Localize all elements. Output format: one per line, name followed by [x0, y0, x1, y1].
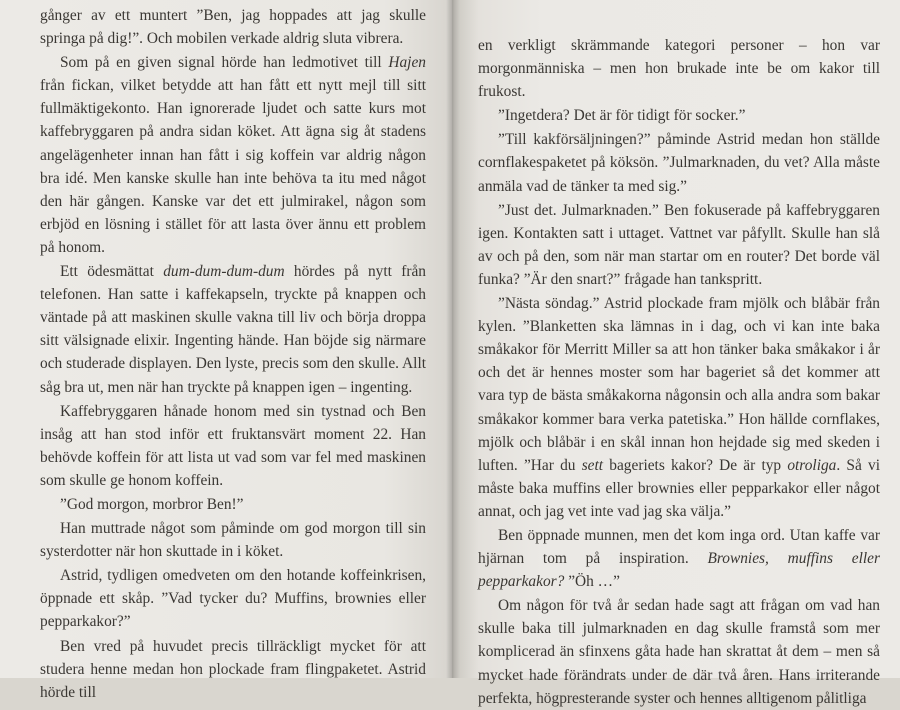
- paragraph: [40, 564, 426, 633]
- paragraph: [40, 51, 426, 259]
- text-run: ”Nästa söndag.” Astrid plockade fram mjölk och blåbär från kylen. ”Blanketten ska lämnas in i dag, och vi kan inte baka småkakor för Merritt Miller sa att hon tänker baka småkakor i år och det är hennes moster som har bageriet så det kommer att vara typ de bästa småkakorna någonsin och alla andra som bakar småkakor kommer bara verka patetiska.” Hon hällde cornflakes, mjölk och blåbär i en skål innan hon hejdade sig med skeden i luften. ”Har du: [478, 295, 880, 474]
- text-run: Om någon för två år sedan hade sagt att frågan om vad han skulle baka till julmarknaden en dag skulle framstå som mer komplicerad än sfinxens gåta hade han skrattat åt dem – men så mycket hade förändrats under de där två åren. Hans irriterande perfekta, högpresterande syster och hennes alltigenom pålitliga: [478, 597, 880, 707]
- italic-text: sett: [581, 456, 604, 474]
- italic-text: otroliga: [787, 456, 837, 474]
- paragraph: [478, 128, 880, 197]
- text-run: ”God morgon, morbror Ben!”: [60, 495, 244, 513]
- paragraph: [40, 400, 426, 492]
- paragraph: [40, 635, 426, 704]
- left-page: [0, 0, 452, 701]
- right-page: [452, 0, 900, 707]
- text-run: Astrid, tydligen omedveten om den hotande koffeinkrisen, öppnade ett skåp. ”Vad tycker du? Muffins, brownies eller pepparkakor?”: [40, 567, 426, 631]
- paragraph: [478, 524, 880, 593]
- paragraph: [478, 292, 880, 523]
- text-run: en verkligt skrämmande kategori personer – hon var morgonmänniska – men hon brukade inte be om kakor till frukost.: [478, 37, 880, 101]
- paragraph: [478, 104, 880, 127]
- text-run: ”Till kakförsäljningen?” påminde Astrid medan hon ställde cornflakespaketet på köksön. ”Julmarknaden, du vet? Alla måste anmäla vad de tänker ta med sig.”: [478, 131, 880, 195]
- text-run: ”Ingetdera? Det är för tidigt för socker.”: [498, 107, 746, 125]
- text-run: Kaffebryggaren hånade honom med sin tystnad och Ben insåg att han stod inför ett fruktansvärt moment 22. Han behövde koffein för att lista ut vad som var fel med maskinen som skulle ge honom koffein.: [40, 402, 426, 489]
- text-run: bageriets kakor? De är typ: [603, 456, 788, 474]
- text-run: Ett ödesmättat: [60, 263, 164, 281]
- text-run: Ben vred på huvudet precis tillräckligt mycket för att studera henne medan hon plockade fram flingpaketet. Astrid hörde till: [40, 637, 426, 701]
- text-run: gånger av ett muntert ”Ben, jag hoppades att jag skulle springa på dig!”. Och mobilen verkade aldrig sluta vibrera.: [40, 7, 426, 48]
- text-run: Ben öppnade munnen, men det kom inga ord. Utan kaffe var hjärnan tom på inspiration.: [478, 526, 880, 568]
- paragraph: [40, 517, 426, 563]
- paragraph: [478, 199, 880, 291]
- paragraph: [478, 34, 880, 103]
- paragraph: [40, 493, 426, 516]
- text-run: hördes på nytt från telefonen. Han satte i kaffekapseln, tryckte på knappen och väntade på att maskinen skulle vakna till liv och börja droppa sitt välsignade elixir. Ingenting hände. Han böjde sig närmare och studerade displayen. Den lyste, precis som den skulle. Allt såg bra ut, men när han tryckte på knappen igen – ingenting.: [40, 263, 426, 396]
- text-run: ”Öh …”: [564, 573, 620, 591]
- text-run: ”Just det. Julmarknaden.” Ben fokuserade på kaffebryggaren igen. Kontakten satt i uttaget. Vattnet var påfyllt. Skulle han slå av och på den, som när man startar om en router? Det borde väl funka? ”Är den snart?” frågade han tankspritt.: [478, 201, 880, 288]
- text-run: . Så vi måste baka muffins eller brownies eller pepparkakor eller något annat, och jag vet inte vad jag ska välja.”: [478, 456, 880, 520]
- text-run: Han muttrade något som påminde om god morgon till sin systerdotter när hon skuttade in i köket.: [40, 520, 426, 561]
- paragraph: [478, 594, 880, 709]
- text-run: från fickan, vilket betydde att han fått ett nytt mejl till sitt fullmäktigekonto. Han ignorerade ljudet och satte kurs mot kaffebryggaren på andra sidan köket. Att ägna sig åt stadens angelägenheter innan han fått i sig koffein var aldrig någon bra idé. Men kanske skulle han inte behöva ta itu med något den här gången. Kanske var det ett julmirakel, någon som erbjöd en lösning i stället för att lasta över ännu ett problem på honom.: [40, 77, 426, 256]
- italic-text: dum-dum-dum-dum: [163, 263, 285, 281]
- paragraph: [40, 4, 426, 50]
- paragraph: [40, 260, 426, 399]
- text-run: Som på en given signal hörde han ledmotivet till: [60, 54, 389, 72]
- italic-text: Brownies, muffins eller pepparkakor?: [478, 550, 880, 591]
- italic-text: Hajen: [388, 54, 426, 72]
